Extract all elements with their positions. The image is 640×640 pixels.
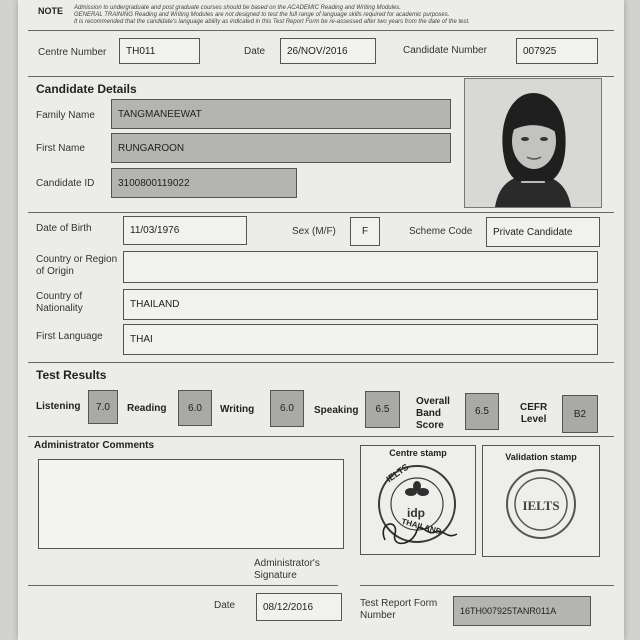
divider [28, 585, 338, 586]
origin-label-line-1: Country or Region [36, 254, 118, 265]
test-results-title: Test Results [36, 368, 107, 382]
nationality-field: THAILAND [123, 289, 598, 320]
dob-field: 11/03/1976 [123, 216, 247, 245]
cefr-label-line-1: CEFR [520, 402, 548, 413]
overall-label-line-1: Overall [416, 396, 450, 407]
listening-score: 7.0 [88, 390, 118, 424]
overall-band-score: 6.5 [465, 393, 499, 430]
divider [28, 30, 614, 31]
origin-label-line-2: of Origin [36, 266, 74, 277]
portrait-image [465, 79, 601, 207]
cefr-label [520, 402, 547, 426]
candidate-details-title: Candidate Details [36, 82, 137, 96]
first-language-field: THAI [123, 324, 598, 355]
writing-score: 6.0 [270, 390, 304, 427]
centre-number-field: TH011 [119, 38, 200, 64]
admin-comments-field [38, 459, 344, 549]
signature-label-line-2: Signature [254, 570, 297, 581]
centre-stamp-thailand-text: THAILAND [400, 516, 443, 537]
centre-number-label: Centre Number [38, 47, 107, 58]
trf-number-label [360, 598, 437, 622]
admin-date-field: 08/12/2016 [256, 593, 342, 621]
speaking-label: Speaking [314, 405, 359, 416]
family-name-field: TANGMANEEWAT [111, 99, 451, 129]
test-date-field: 26/NOV/2016 [280, 38, 376, 64]
candidate-photo [464, 78, 602, 208]
cefr-label-line-2: Level [520, 414, 547, 425]
writing-label: Writing [220, 404, 255, 415]
overall-label-line-3: Score [416, 420, 444, 431]
note-label: NOTE [38, 6, 64, 16]
trf-label-line-2: Number [360, 610, 396, 621]
reading-label: Reading [127, 403, 167, 414]
overall-label-line-2: Band [416, 408, 441, 419]
note-line-2: GENERAL TRAINING Reading and Writing Modules are not designed to test the full range of language skills required for academic purposes. [74, 12, 450, 18]
note-line-1: Admission to undergraduate and post graduate courses should be based on the ACADEMIC Reading and Writing Modules. [74, 5, 401, 11]
validation-stamp-ielts-text: IELTS [522, 498, 560, 513]
candidate-id-field: 3100800119022 [111, 168, 297, 198]
validation-stamp-label: Validation stamp [505, 452, 577, 462]
test-report-form [18, 0, 624, 640]
overall-band-label [416, 396, 450, 432]
trf-label-line-1: Test Report Form [360, 598, 438, 609]
nationality-label [36, 291, 83, 315]
sex-label: Sex (M/F) [292, 226, 336, 237]
first-language-label: First Language [36, 331, 103, 342]
origin-field [123, 251, 598, 283]
admin-date-label: Date [214, 600, 236, 611]
centre-stamp-label: Centre stamp [389, 448, 447, 458]
centre-stamp-box [360, 445, 476, 555]
note-text [74, 5, 604, 26]
listening-label: Listening [36, 401, 81, 412]
divider [28, 212, 614, 213]
scheme-code-field: Private Candidate [486, 217, 600, 247]
divider [28, 362, 614, 363]
note-line-3: It is recommended that the candidate's language ability as indicated in this Test Report Form be re-assessed after two years from the date of the test. [74, 19, 470, 25]
dob-label: Date of Birth [36, 223, 92, 234]
nationality-label-line-2: Nationality [36, 303, 83, 314]
origin-label [36, 254, 117, 278]
nationality-label-line-1: Country of [36, 291, 83, 302]
administrator-signature-label [254, 558, 320, 582]
validation-stamp-box [482, 445, 600, 557]
speaking-score: 6.5 [365, 391, 400, 428]
first-name-field: RUNGAROON [111, 133, 451, 163]
divider [28, 436, 614, 437]
candidate-number-field: 007925 [516, 38, 598, 64]
date-label: Date [244, 46, 266, 57]
admin-comments-label: Administrator Comments [34, 440, 155, 451]
family-name-label: Family Name [36, 110, 95, 121]
trf-number-field: 16TH007925TANR011A [453, 596, 591, 626]
divider [360, 585, 614, 586]
signature-label-line-1: Administrator's [254, 558, 320, 569]
divider [28, 76, 614, 77]
cefr-level: B2 [562, 395, 598, 433]
candidate-number-label: Candidate Number [403, 45, 487, 56]
first-name-label: First Name [36, 143, 85, 154]
reading-score: 6.0 [178, 390, 212, 426]
centre-stamp-ielts-text: IELTS [384, 461, 411, 485]
candidate-id-label: Candidate ID [36, 178, 95, 189]
centre-stamp-idp-text: idp [407, 506, 425, 520]
scheme-code-label: Scheme Code [409, 226, 473, 237]
sex-field: F [350, 217, 380, 246]
